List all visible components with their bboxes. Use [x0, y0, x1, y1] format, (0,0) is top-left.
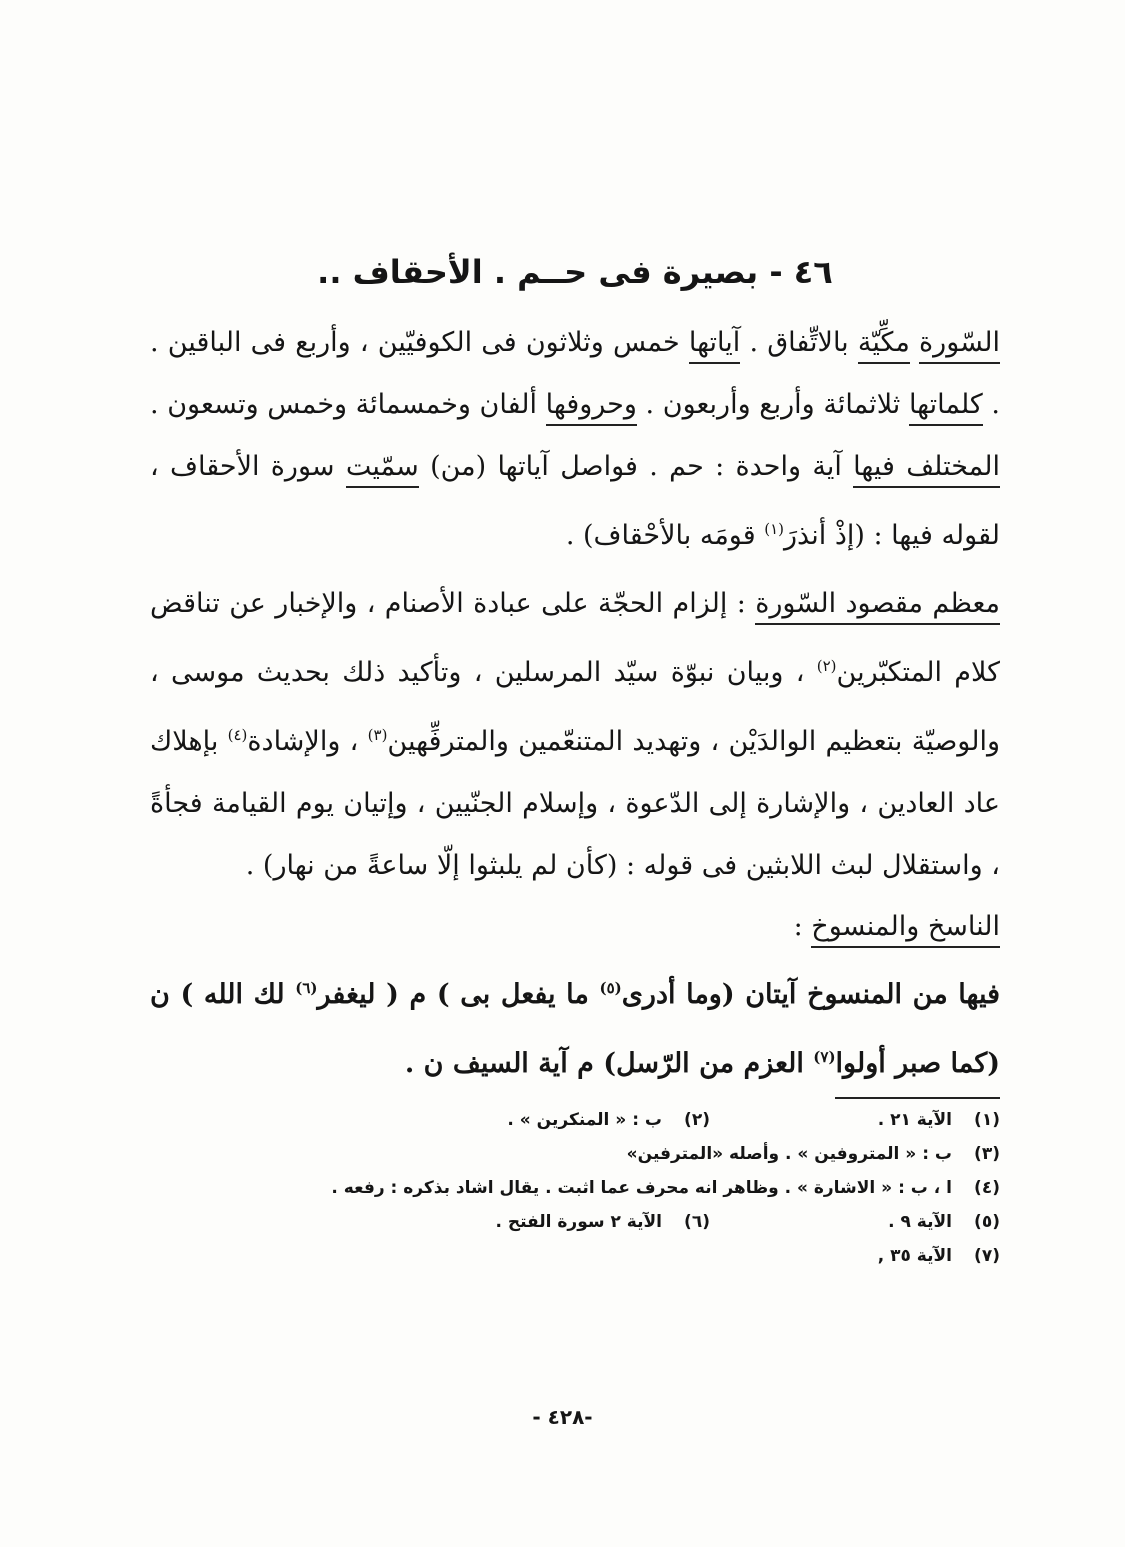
underlined-word: كلماتها [909, 389, 983, 426]
footnote-ref: (٤) [227, 726, 248, 744]
footnote-number: (٢) [684, 1110, 710, 1130]
text-run: ، وبيان نبوّة سيّد المرسلين ، وتأكيد ذلك بحديث موسى ، والوصيّة بتعظيم الوالدَيْن ، وتهديد المتنعّمين والمترفِّهين [150, 657, 1000, 757]
underlined-phrase: معظم مقصود السّورة [755, 588, 1000, 625]
underlined-word: السّورة [919, 327, 1000, 364]
text-run: : إلزام الحجّة على عبادة الأصنام ، والإخبار عن تناقض كلام المتكبّرين [150, 588, 1000, 688]
footnote-text: ب : « المتروفين » . وأصله «المترفين» [626, 1144, 952, 1164]
footnote-item [507, 1103, 710, 1137]
text-run: آية واحدة : حم . فواصل آياتها (من) [418, 451, 854, 482]
text-run: العزم من الرّسل) م آية السيف ن . [404, 1048, 814, 1079]
text-run: بالاتِّفاق . [740, 327, 858, 358]
section-heading: الناسخ والمنسوخ [811, 911, 1000, 948]
footnote-row [150, 1103, 1000, 1137]
text-run: خمس وثلاثون فى الكوفيّين ، وأربع فى الباقين . . [150, 327, 1000, 420]
footnote-item [150, 1137, 1000, 1171]
footnote-ref: (٦) [295, 979, 318, 997]
text-run: فيها من المنسوخ آيتان (وما أدرى [621, 979, 1001, 1010]
footnote-text: ب : « المنكرين » . [507, 1110, 662, 1130]
footnote-ref: (١) [764, 520, 785, 538]
purpose-paragraph [150, 573, 1000, 897]
intro-paragraph [150, 312, 1000, 567]
footnote-number: (٦) [684, 1212, 710, 1232]
text-run: لك الله ) ن (كما صبر أولوا [150, 979, 1000, 1079]
footnote-item [710, 1205, 1000, 1239]
text-run: ، والإشادة [247, 726, 368, 757]
page-body [150, 250, 1000, 1273]
footnote-ref: (٧) [813, 1048, 836, 1066]
footnote-number: (٥) [974, 1212, 1000, 1232]
page-title: ٤٦ - بصيرة فى حــم . الأحقاف .. [317, 253, 833, 291]
footnote-row [150, 1205, 1000, 1239]
underlined-word: وحروفها [546, 389, 637, 426]
footnote-number: (١) [974, 1110, 1000, 1130]
footnote-text: الآية ٢ سورة الفتح . [495, 1212, 662, 1232]
footnotes [150, 1103, 1000, 1273]
underlined-word: مكِّيّة [858, 327, 910, 364]
footnote-number: (٤) [974, 1178, 1000, 1198]
abrogation-paragraph [150, 957, 1000, 1095]
footnote-text: الآية ٢١ . [877, 1110, 952, 1130]
footnote-ref: (٥) [599, 979, 622, 997]
footnote-item [150, 1171, 1000, 1205]
underlined-word: آياتها [689, 327, 740, 364]
footnote-item [150, 1239, 1000, 1273]
footnote-text: ا ، ب : « الاشارة » . وظاهر انه محرف عما اثبت . يقال اشاد بذكره : رفعه . [331, 1178, 952, 1198]
text-run: بإهلاك عاد العادين ، والإشارة إلى الدّعوة ، وإسلام الجنّيين ، وإتيان يوم القيامة فجأةً ، واستقلال لبث اللابثين فى قوله : (كأن لم يلبثوا إلّا ساعةً من نهار) . [150, 726, 1000, 881]
footnote-text: الآية ٣٥ , [877, 1246, 952, 1266]
footnote-text: الآية ٩ . [888, 1212, 952, 1232]
text-run: قومَه بالأحْقاف) . [565, 520, 765, 551]
text-run: : [793, 911, 812, 942]
underlined-word: المختلف فيها [853, 451, 1000, 488]
underlined-word: سمّيت [346, 451, 419, 488]
text-run: ثلاثمائة وأربع وأربعون . [636, 389, 909, 420]
abrogation-heading [150, 897, 1000, 957]
page-number: -٤٢٨ - [532, 1405, 593, 1429]
text-run: ما يفعل بى ) م ( ليغفر [317, 979, 600, 1010]
footnote-number: (٧) [974, 1246, 1000, 1266]
text-run: سورة الأحقاف ، لقوله فيها : (إذْ أنذرَ [150, 451, 1000, 551]
footnote-ref: (٣) [367, 726, 388, 744]
footnote-divider [835, 1097, 1000, 1099]
text-run: ألفان وخمسمائة وخمس وتسعون . [150, 389, 546, 420]
footnote-ref: (٢) [816, 657, 837, 675]
footnote-item [495, 1205, 710, 1239]
footnote-item [710, 1103, 1000, 1137]
footnote-number: (٣) [974, 1144, 1000, 1164]
